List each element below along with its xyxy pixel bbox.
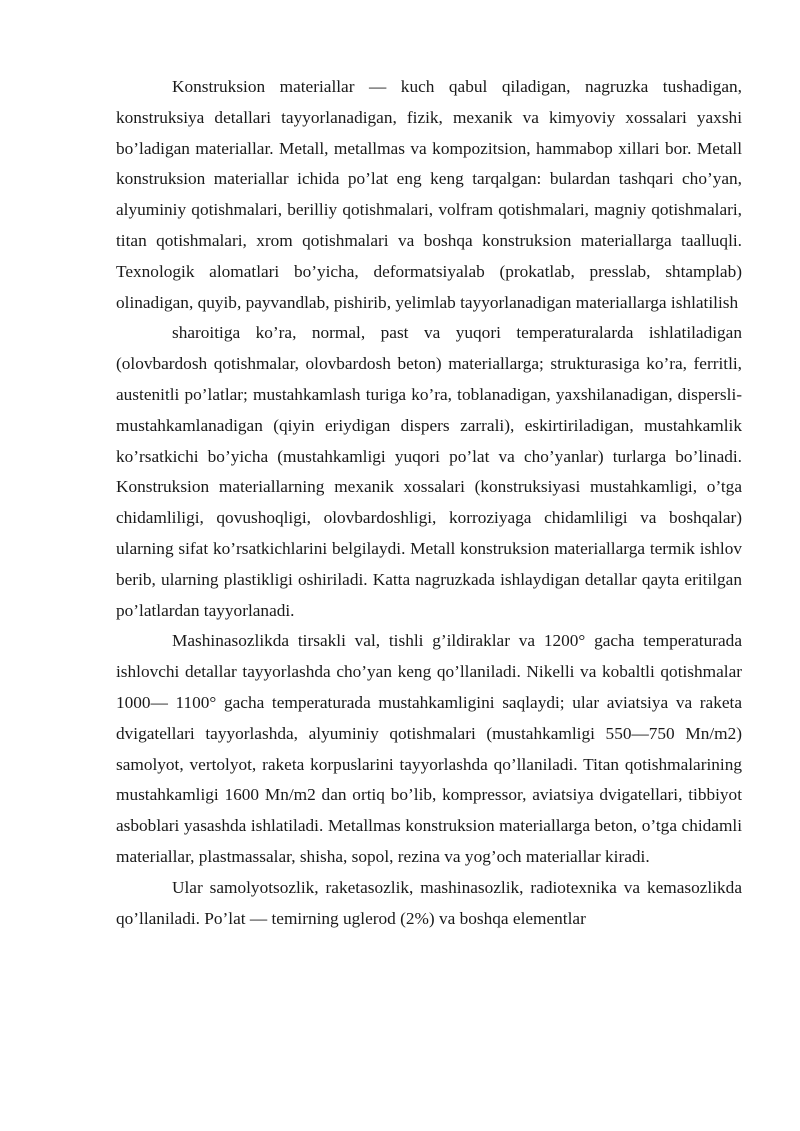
document-page (116, 72, 742, 934)
paragraph-ular-samolyotsozlik: Ular samolyotsozlik, raketasozlik, mashinasozlik, radiotexnika va kemasozlikda qo’llaniladi. Po’lat — temirning uglerod (2%) va boshqa elementlar (116, 877, 742, 928)
paragraph-sharoitiga: sharoitiga ko’ra, normal, past va yuqori temperaturalarda ishlatiladigan (olovbardosh qotishmalar, olovbardosh beton) materiallarga; strukturasiga ko’ra, ferritli, austenitli po’latlar; mustahkamlash turiga ko’ra, toblanadigan, yaxshilanadigan, dispersli-mustahkamlanadigan (qiyin eriydigan dispers zarrali), eskirtiriladigan, mustahkamlik ko’rsatkichi bo’yicha (mustahkamligi yuqori po’lat va cho’yanlar) turlarga bo’linadi. Konstruksion materiallarning mexanik xossalari (konstruksiyasi mustahkamligi, o’tga chidamliligi, qovushoqligi, olovbardoshligi, korroziyaga chidamliligi va boshqalar) ularning sifat ko’rsatkichlarini belgilaydi. Metall konstruksion materiallarga termik ishlov berib, ularning plastikligi oshiriladi. Katta nagruzkada ishlaydigan detallar qayta eritilgan po’latlardan tayyorlanadi. (116, 323, 742, 620)
paragraph-mashinasozlikda: Mashinasozlikda tirsakli val, tishli g’ildiraklar va 1200° gacha temperaturada ishlovchi detallar tayyorlashda cho’yan keng qo’llaniladi. Nikelli va kobaltli qotishmalar 1000— 1100° gacha temperaturada mustahkamligini saqlaydi; ular aviatsiya va raketa dvigatellari tayyorlashda, alyuminiy qotishmalari (mustahkamligi 550—750 Mn/m2) samolyot, vertolyot, raketa korpuslarini tayyorlashda qo’llaniladi. Titan qotishmalarining mustahkamligi 1600 Mn/m2 dan ortiq bo’lib, kompressor, aviatsiya dvigatellari, tibbiyot asboblari yasashda ishlatiladi. Metallmas konstruksion materiallarga beton, o’tga chidamli materiallar, plastmassalar, shisha, sopol, rezina va yog’och materiallar kiradi. (116, 631, 742, 866)
paragraph-konstruksion-materiallar: Konstruksion materiallar — kuch qabul qiladigan, nagruzka tushadigan, konstruksiya detallari tayyorlanadigan, fizik, mexanik va kimyoviy xossalari yaxshi bo’ladigan materiallar. Metall, metallmas va kompozitsion, hammabop xillari bor. Metall konstruksion materiallar ichida po’lat eng keng tarqalgan: bulardan tashqari cho’yan, alyuminiy qotishmalari, berilliy qotishmalari, volfram qotishmalari, magniy qotishmalari, titan qotishmalari, xrom qotishmalari va boshqa konstruksion materiallarga taalluqli. Texnologik alomatlari bo’yicha, deformatsiyalab (prokatlab, presslab, shtamplab) olinadigan, quyib, payvandlab, pishirib, yelimlab tayyorlanadigan materiallarga ishlatilish (116, 77, 742, 312)
